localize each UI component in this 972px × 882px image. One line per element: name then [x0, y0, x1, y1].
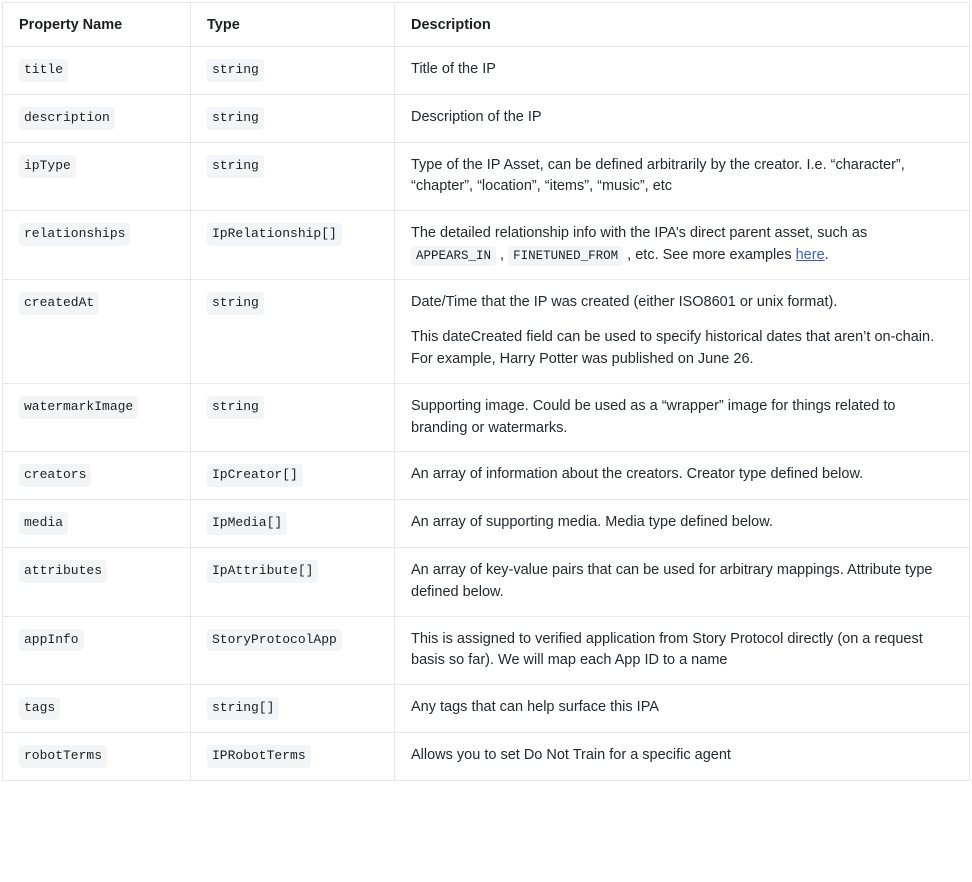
description-text: Description of the IP	[411, 108, 542, 125]
property-type-token: IpAttribute[]	[207, 560, 318, 583]
table-row	[3, 211, 970, 280]
description-paragraph	[411, 327, 953, 371]
inline-code-token: FINETUNED_FROM	[508, 246, 623, 266]
table-row	[3, 548, 970, 617]
description-text: Supporting image. Could be used as a “wrapper” image for things related to branding or watermarks.	[411, 397, 896, 436]
description-text: .	[824, 246, 829, 263]
property-description-cell	[395, 279, 970, 383]
property-type-cell	[191, 616, 395, 685]
property-type-cell	[191, 94, 395, 142]
table-row	[3, 383, 970, 452]
property-name-token: title	[19, 59, 68, 82]
property-name-cell	[3, 548, 191, 617]
property-description-cell	[395, 94, 970, 142]
description-paragraph	[411, 396, 953, 440]
property-type-cell	[191, 500, 395, 548]
property-name-token: createdAt	[19, 292, 99, 315]
property-name-cell	[3, 142, 191, 211]
property-description-cell	[395, 685, 970, 733]
property-name-cell	[3, 685, 191, 733]
property-description-cell	[395, 383, 970, 452]
property-name-token: relationships	[19, 223, 130, 246]
property-name-token: ipType	[19, 155, 76, 178]
table-row	[3, 616, 970, 685]
description-text: Date/Time that the IP was created (either ISO8601 or unix format).	[411, 293, 838, 310]
description-paragraph	[411, 745, 953, 767]
inline-code-token: APPEARS_IN	[411, 246, 496, 266]
property-description-cell	[395, 500, 970, 548]
description-paragraph	[411, 512, 953, 534]
property-name-token: tags	[19, 697, 60, 720]
description-paragraph	[411, 223, 953, 267]
property-type-token: IpCreator[]	[207, 464, 303, 487]
description-paragraph	[411, 59, 953, 81]
description-text: Type of the IP Asset, can be defined arbitrarily by the creator. I.e. “character”, “chapter”, “location”, “items”, “music”, etc	[411, 156, 905, 195]
property-type-token: StoryProtocolApp	[207, 629, 342, 652]
property-name-token: creators	[19, 464, 91, 487]
property-name-token: attributes	[19, 560, 107, 583]
table-body	[3, 47, 970, 781]
property-type-cell	[191, 383, 395, 452]
description-text: An array of information about the creators. Creator type defined below.	[411, 466, 864, 483]
property-type-token: string	[207, 155, 264, 178]
description-text: The detailed relationship info with the IPA’s direct parent asset, such as	[411, 225, 868, 242]
property-description-cell	[395, 211, 970, 280]
description-paragraph	[411, 697, 953, 719]
property-name-cell	[3, 47, 191, 95]
description-text: , etc. See more examples	[623, 246, 796, 263]
column-header-type: Type	[191, 3, 395, 47]
property-name-cell	[3, 383, 191, 452]
table-row	[3, 500, 970, 548]
property-name-cell	[3, 616, 191, 685]
property-name-token: appInfo	[19, 629, 84, 652]
property-type-token: string	[207, 396, 264, 419]
property-description-cell	[395, 142, 970, 211]
property-name-cell	[3, 452, 191, 500]
property-type-token: string	[207, 292, 264, 315]
description-text: This is assigned to verified application from Story Protocol directly (on a request basis so far). We will map each App ID to a name	[411, 630, 923, 669]
description-text: An array of supporting media. Media type defined below.	[411, 514, 773, 531]
table-header	[3, 3, 970, 47]
table-row	[3, 94, 970, 142]
table-row	[3, 452, 970, 500]
table-row	[3, 142, 970, 211]
property-type-cell	[191, 452, 395, 500]
column-header-description: Description	[395, 3, 970, 47]
description-paragraph	[411, 464, 953, 486]
property-name-cell	[3, 211, 191, 280]
property-type-token: IPRobotTerms	[207, 745, 311, 768]
property-description-cell	[395, 548, 970, 617]
description-paragraph	[411, 155, 953, 199]
property-type-token: IpRelationship[]	[207, 223, 342, 246]
property-name-token: watermarkImage	[19, 396, 138, 419]
description-paragraph	[411, 629, 953, 673]
property-description-cell	[395, 452, 970, 500]
description-text: Title of the IP	[411, 61, 496, 77]
property-description-cell	[395, 47, 970, 95]
property-type-token: string[]	[207, 697, 279, 720]
description-paragraph	[411, 292, 953, 314]
column-header-property-name: Property Name	[3, 3, 191, 47]
property-type-cell	[191, 211, 395, 280]
description-text: This dateCreated field can be used to specify historical dates that aren’t on-chain. For example, Harry Potter was published on June 26.	[411, 329, 935, 368]
property-type-cell	[191, 732, 395, 780]
properties-table	[2, 2, 970, 781]
property-type-token: string	[207, 59, 264, 82]
property-type-token: IpMedia[]	[207, 512, 287, 535]
property-name-token: robotTerms	[19, 745, 107, 768]
table-header-row	[3, 3, 970, 47]
property-name-token: media	[19, 512, 68, 535]
property-type-token: string	[207, 107, 264, 130]
description-text: Allows you to set Do Not Train for a specific agent	[411, 746, 731, 763]
property-name-cell	[3, 732, 191, 780]
property-name-cell	[3, 279, 191, 383]
description-text: An array of key-value pairs that can be used for arbitrary mappings. Attribute type defined below.	[411, 562, 933, 600]
description-text: Any tags that can help surface this IPA	[411, 699, 659, 716]
description-text: ,	[496, 246, 509, 263]
table-row	[3, 732, 970, 780]
property-type-cell	[191, 548, 395, 617]
description-paragraph	[411, 107, 953, 129]
property-type-cell	[191, 47, 395, 95]
property-type-cell	[191, 279, 395, 383]
property-description-cell	[395, 616, 970, 685]
property-type-cell	[191, 685, 395, 733]
table-row	[3, 685, 970, 733]
property-type-cell	[191, 142, 395, 211]
property-name-token: description	[19, 107, 115, 130]
property-name-cell	[3, 94, 191, 142]
description-paragraph	[411, 560, 953, 604]
property-name-cell	[3, 500, 191, 548]
property-description-cell	[395, 732, 970, 780]
table-row	[3, 279, 970, 383]
table-row	[3, 47, 970, 95]
description-inline-link[interactable]: here	[795, 246, 825, 263]
